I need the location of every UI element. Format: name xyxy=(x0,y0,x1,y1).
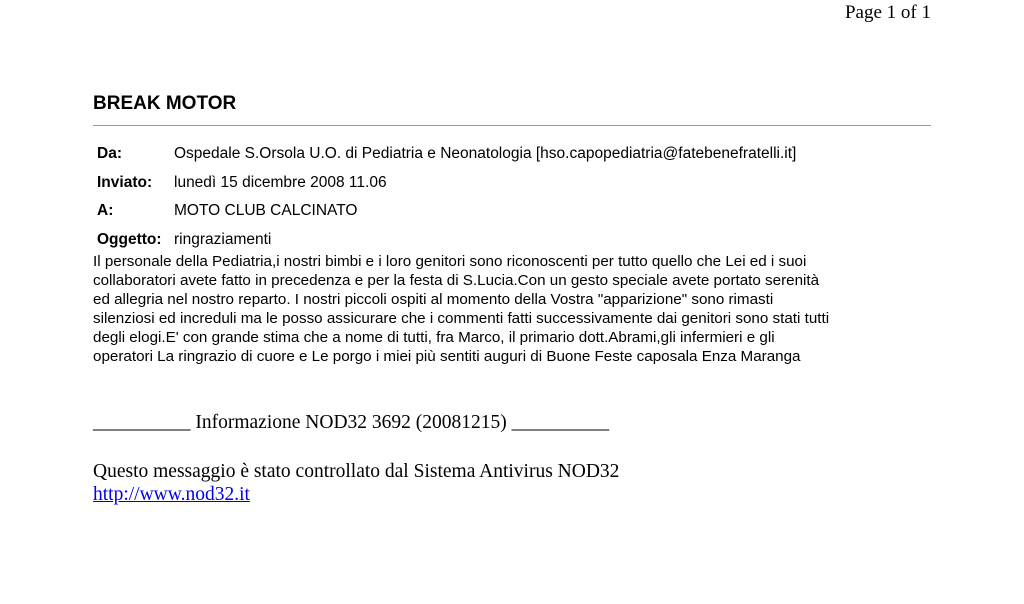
page-number: Page 1 of 1 xyxy=(844,2,931,23)
header-value-subject: ringraziamenti xyxy=(174,230,272,248)
header-label-from: Da: xyxy=(97,145,122,163)
header-value-to: MOTO CLUB CALCINATO xyxy=(174,202,358,220)
header-value-from: Ospedale S.Orsola U.O. di Pediatria e Neonatologia [hso.capopediatria@fatebenefratelli.it] xyxy=(174,145,797,163)
header-row-subject xyxy=(97,226,796,255)
header-value-sent: lunedì 15 dicembre 2008 11.06 xyxy=(174,173,387,191)
header-row-to xyxy=(97,197,796,226)
antivirus-link[interactable]: http://www.nod32.it xyxy=(93,484,250,505)
header-row-sent xyxy=(97,169,796,198)
antivirus-banner: __________ Informazione NOD32 3692 (20081215) __________ xyxy=(93,412,610,433)
header-label-subject: Oggetto: xyxy=(97,230,162,248)
email-header-table xyxy=(97,140,796,254)
antivirus-message: Questo messaggio è stato controllato dal Sistema Antivirus NOD32 xyxy=(93,461,620,482)
email-title: BREAK MOTOR xyxy=(93,93,237,114)
antivirus-notice xyxy=(93,460,619,506)
email-body: Il personale della Pediatria,i nostri bimbi e i loro genitori sono riconoscenti per tutto quello che Lei ed i suoi collaboratori avete fatto in precedenza e per la festa di S.Lucia.Con un gesto speciale avete portato serenità ed allegria nel nostro reparto. I nostri piccoli ospiti al momento della Vostra "apparizione" sono rimasti silenziosi ed increduli ma le posso assicurare che i commenti fatti successivamente dai genitori sono stati tutti degli elogi.E' con grande stima che a nome di tutti, fra Marco, il primario dott.Abrami,gli infermieri e gli operatori La ringrazio di cuore e Le porgo i miei più sentiti auguri di Buone Feste caposala Enza Maranga xyxy=(93,253,830,365)
header-label-sent: Inviato: xyxy=(97,173,153,191)
header-label-to: A: xyxy=(97,202,114,220)
title-divider xyxy=(93,125,931,126)
header-row-from xyxy=(97,140,796,169)
